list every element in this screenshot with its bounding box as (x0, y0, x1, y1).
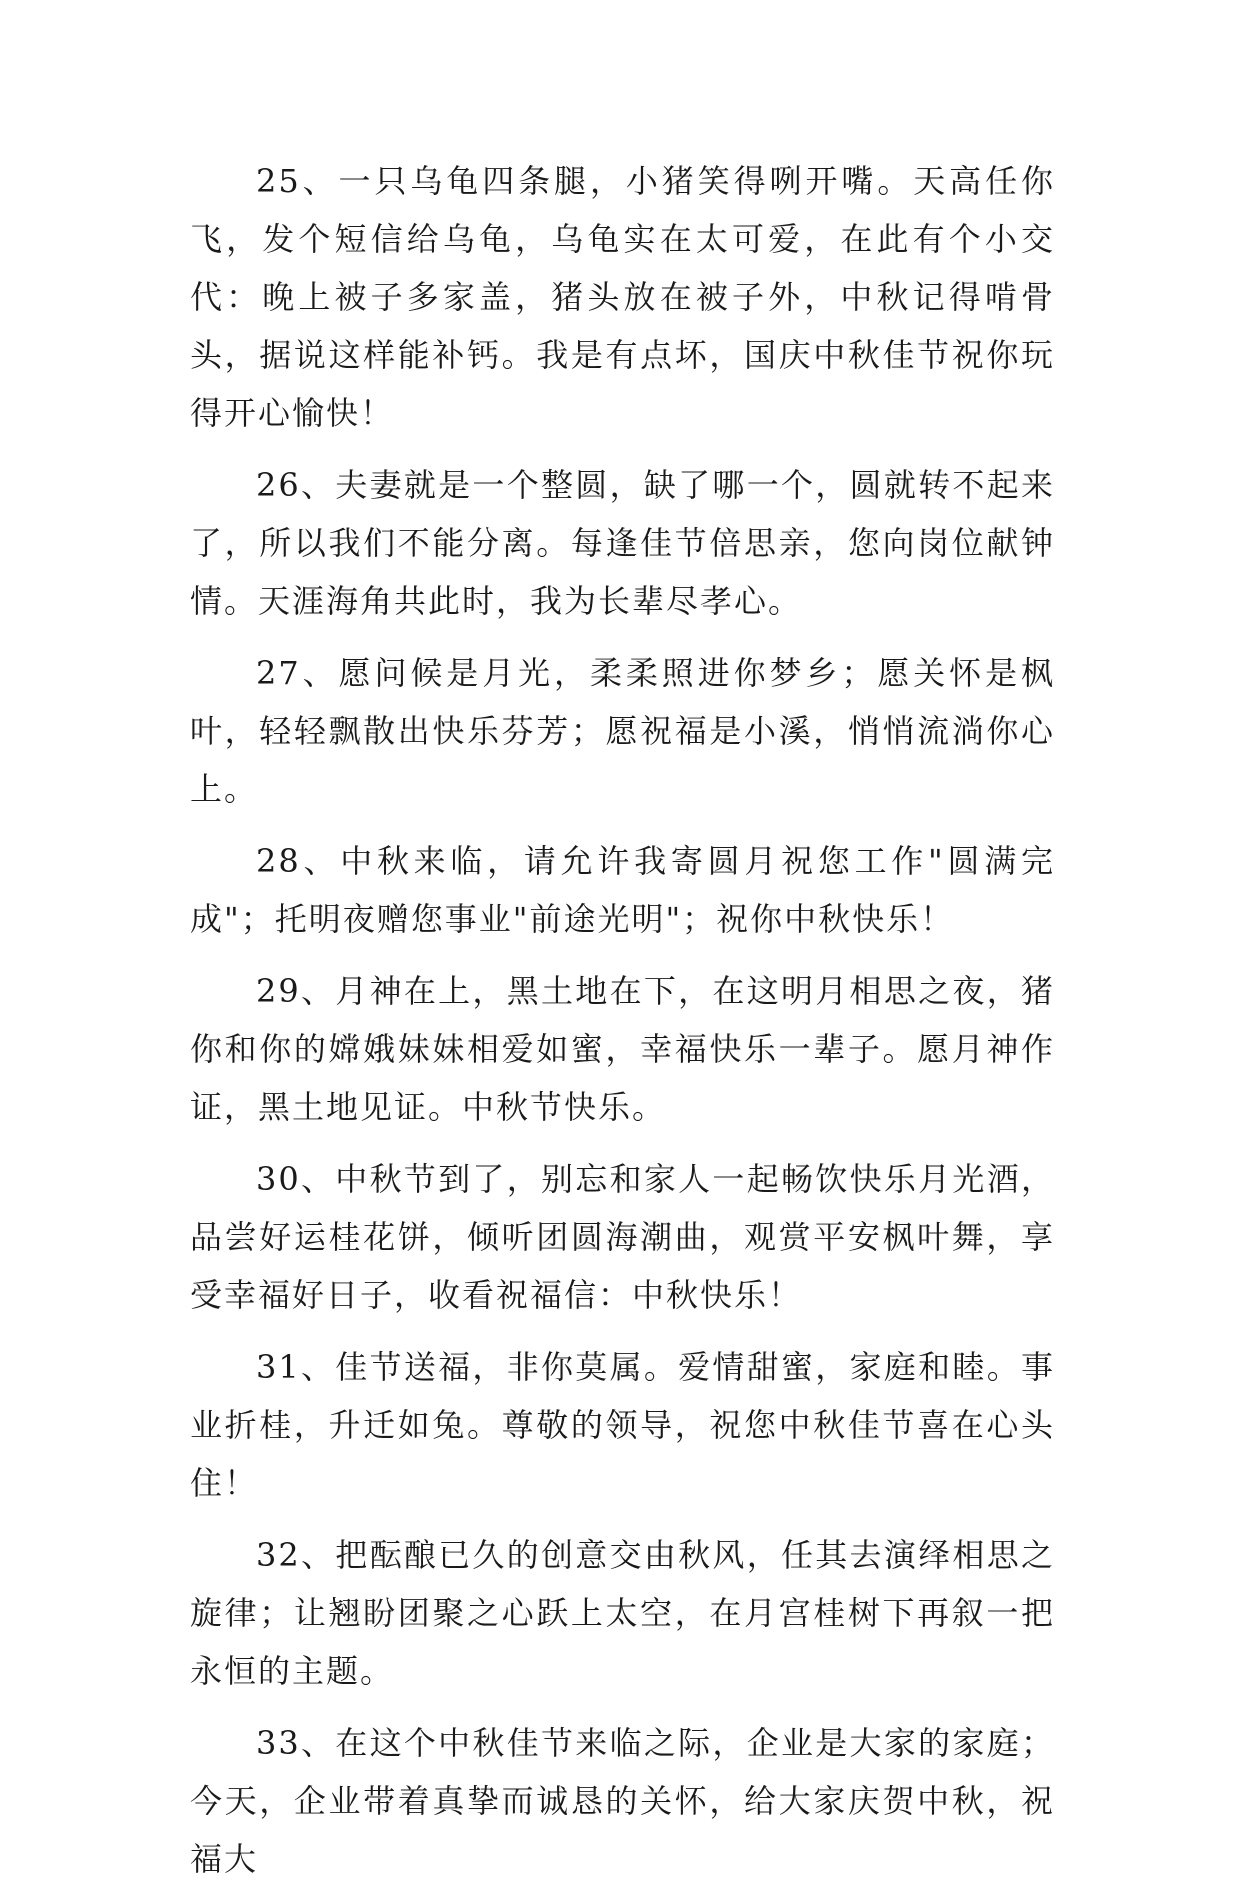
paragraph-30: 30、中秋节到了，别忘和家人一起畅饮快乐月光酒，品尝好运桂花饼，倾听团圆海潮曲，观赏平安枫叶舞，享受幸福好日子，收看祝福信：中秋快乐！ (190, 1160, 1055, 1314)
paragraph-29: 29、月神在上，黑土地在下，在这明月相思之夜，猪你和你的嫦娥妹妹相爱如蜜，幸福快乐一辈子。愿月神作证，黑土地见证。中秋节快乐。 (190, 972, 1055, 1126)
document-body (190, 152, 1055, 1888)
paragraph-27: 27、愿问候是月光，柔柔照进你梦乡；愿关怀是枫叶，轻轻飘散出快乐芬芳；愿祝福是小溪，悄悄流淌你心上。 (190, 654, 1055, 808)
paragraph-32: 32、把酝酿已久的创意交由秋风，任其去演绎相思之旋律；让翘盼团聚之心跃上太空，在月宫桂树下再叙一把永恒的主题。 (190, 1536, 1055, 1690)
paragraph-31: 31、佳节送福，非你莫属。爱情甜蜜，家庭和睦。事业折桂，升迁如兔。尊敬的领导，祝您中秋佳节喜在心头住！ (190, 1348, 1055, 1502)
paragraph-28: 28、中秋来临，请允许我寄圆月祝您工作"圆满完成"；托明夜赠您事业"前途光明"；祝你中秋快乐！ (190, 842, 1055, 938)
paragraph-25: 25、一只乌龟四条腿，小猪笑得咧开嘴。天高任你飞，发个短信给乌龟，乌龟实在太可爱，在此有个小交代：晚上被子多家盖，猪头放在被子外，中秋记得啃骨头，据说这样能补钙。我是有点坏，国庆中秋佳节祝你玩得开心愉快！ (190, 162, 1055, 432)
paragraph-33: 33、在这个中秋佳节来临之际，企业是大家的家庭；今天，企业带着真挚而诚恳的关怀，给大家庆贺中秋，祝福大 (190, 1724, 1055, 1878)
paragraph-26: 26、夫妻就是一个整圆，缺了哪一个，圆就转不起来了，所以我们不能分离。每逢佳节倍思亲，您向岗位献钟情。天涯海角共此时，我为长辈尽孝心。 (190, 466, 1055, 620)
